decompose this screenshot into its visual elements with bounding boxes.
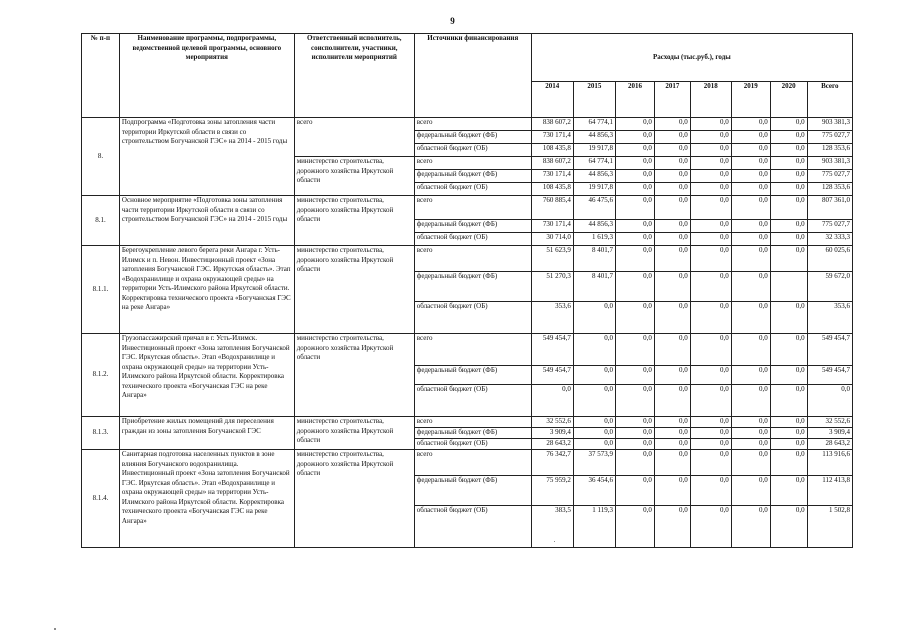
total-value: 128 353,6 [807,183,852,196]
year-value: 0,0 [770,417,807,428]
year-value: 0,0 [690,385,731,417]
year-value: 0,0 [615,196,654,220]
year-value: 0,0 [654,439,690,450]
year-value: 28 643,2 [531,439,573,450]
year-value: 0,0 [770,506,807,548]
year-value: 0,0 [573,385,615,417]
year-value: 0,0 [615,144,654,157]
total-value: 3 909,4 [807,428,852,439]
year-value: 0,0 [690,144,731,157]
year-value: 0,0 [654,246,690,272]
year-value: 0,0 [615,428,654,439]
year-value: 0,0 [770,366,807,385]
year-value: 0,0 [690,170,731,183]
year-value: 36 454,6 [573,476,615,506]
year-value: 0,0 [690,428,731,439]
total-value: 128 353,6 [807,144,852,157]
year-value: 0,0 [770,439,807,450]
year-value: 0,0 [690,302,731,334]
year-value: 76 342,7 [531,450,573,476]
year-value: 0,0 [770,450,807,476]
funding-source: всего [414,417,531,428]
funding-source: всего [414,334,531,366]
year-value: 0,0 [731,196,770,220]
table-row [82,246,853,272]
year-value: 0,0 [654,272,690,302]
total-value: 60 025,6 [807,246,852,272]
total-value: 59 672,0 [807,272,852,302]
responsible-executor: министерство строительства, дорожного хозяйства Иркутской области [294,450,414,548]
year-value: 108 435,8 [531,183,573,196]
header-year: 2018 [690,82,731,118]
year-value: 549 454,7 [531,366,573,385]
year-value: 0,0 [770,118,807,131]
header-funding-source: Источники финансирования [414,34,531,118]
total-value: 112 413,8 [807,476,852,506]
table-row [82,118,853,131]
program-name: Приобретение жилых помещений для переселения граждан из зоны затопления Богучанской ГЭС [119,417,294,450]
total-value: 807 361,0 [807,196,852,220]
program-name: Грузопассажирский причал в г. Усть-Илимск. Инвестиционный проект «Зона затопления Богучанской ГЭС. Иркутская область». Этап «Водохранилище и охрана окружающей среды» на территории Усть-Илимского района Иркутской области. Корректировка технического проекта «Богучанская ГЭС на реке Ангара» [119,334,294,417]
funding-source: федеральный бюджет (ФБ) [414,170,531,183]
header-responsible: Ответственный исполнитель, соисполнители, участники, исполнители мероприятий [294,34,414,118]
funding-source: всего [414,196,531,220]
scan-speck [554,541,555,542]
year-value: 8 401,7 [573,272,615,302]
year-value: 0,0 [654,450,690,476]
row-number: 8.1.3. [82,417,120,450]
year-value: 0,0 [531,385,573,417]
total-value: 775 027,7 [807,220,852,233]
page-number: 9 [450,16,455,26]
funding-source: федеральный бюджет (ФБ) [414,366,531,385]
year-value: 760 885,4 [531,196,573,220]
program-name: Подпрограмма «Подготовка зоны затопления части территории Иркутской области в связи со строительством Богучанской ГЭС» на 2014 - 2015 годы [119,118,294,196]
year-value: 0,0 [654,428,690,439]
header-year: 2014 [531,82,573,118]
year-value: 0,0 [690,183,731,196]
funding-source: федеральный бюджет (ФБ) [414,272,531,302]
funding-source: федеральный бюджет (ФБ) [414,131,531,144]
year-value: 0,0 [690,220,731,233]
year-value: 64 774,1 [573,118,615,131]
year-value: 0,0 [615,385,654,417]
year-value: 730 171,4 [531,131,573,144]
total-value: 549 454,7 [807,366,852,385]
program-name: Берегоукрепление левого берега реки Ангара г. Усть-Илимск и п. Невон. Инвестиционный проект «Зона затопления Богучанской ГЭС. Иркутская область». Этап «Водохранилище и охрана окружающей среды» на территории Усть-Илимского района Иркутской области. Корректировка технического проекта «Богучанская ГЭС на реке Ангара» [119,246,294,334]
funding-source: областной бюджет (ОБ) [414,233,531,246]
year-value: 3 909,4 [531,428,573,439]
total-value: 1 502,8 [807,506,852,548]
year-value: 0,0 [615,366,654,385]
year-value: 0,0 [615,302,654,334]
year-value: 0,0 [731,439,770,450]
year-value: 0,0 [690,476,731,506]
funding-source: всего [414,157,531,170]
year-value: 0,0 [731,170,770,183]
scan-speck [54,628,56,630]
year-value: 1 619,3 [573,233,615,246]
responsible-executor: всего [294,118,414,157]
year-value: 0,0 [770,233,807,246]
row-number: 8.1. [82,196,120,246]
table-row [82,417,853,428]
year-value: 0,0 [573,428,615,439]
year-value: 0,0 [731,246,770,272]
header-name: Наименование программы, подпрограммы, ведомственной целевой программы, основного мероприятия [119,34,294,118]
year-value: 0,0 [573,417,615,428]
year-value: 0,0 [731,220,770,233]
year-value: 0,0 [654,144,690,157]
funding-source: федеральный бюджет (ФБ) [414,428,531,439]
header-year: 2015 [573,82,615,118]
funding-source: федеральный бюджет (ФБ) [414,476,531,506]
year-value: 0,0 [731,183,770,196]
total-value: 903 381,3 [807,157,852,170]
year-value: 0,0 [770,220,807,233]
year-value: 0,0 [654,366,690,385]
total-value: 0,0 [807,385,852,417]
year-value: 0,0 [770,476,807,506]
funding-source: областной бюджет (ОБ) [414,506,531,548]
total-value: 353,6 [807,302,852,334]
funding-source: областной бюджет (ОБ) [414,183,531,196]
year-value: 0,0 [690,246,731,272]
responsible-executor: министерство строительства, дорожного хозяйства Иркутской области [294,334,414,417]
year-value: 0,0 [731,144,770,157]
year-value: 0,0 [690,366,731,385]
year-value: 46 475,6 [573,196,615,220]
year-value: 0,0 [690,417,731,428]
year-value: 1 119,3 [573,506,615,548]
year-value: 0,0 [770,428,807,439]
header-year: 2017 [654,82,690,118]
year-value: 0,0 [690,334,731,366]
year-value: 353,6 [531,302,573,334]
year-value: 0,0 [615,246,654,272]
total-value: 775 027,7 [807,131,852,144]
year-value: 0,0 [654,417,690,428]
header-year: 2019 [731,82,770,118]
year-value: 0,0 [770,334,807,366]
year-value: 0,0 [654,170,690,183]
budget-table [81,33,853,548]
row-number: 8.1.2. [82,334,120,417]
year-value: 0,0 [573,366,615,385]
table-row [82,196,853,220]
header-year: 2016 [615,82,654,118]
year-value: 37 573,9 [573,450,615,476]
year-value: 0,0 [770,170,807,183]
year-value: 0,0 [615,476,654,506]
funding-source: всего [414,450,531,476]
year-value: 0,0 [731,450,770,476]
year-value: 0,0 [731,506,770,548]
header-year: 2020 [770,82,807,118]
year-value: 0,0 [731,334,770,366]
year-value: 0,0 [615,118,654,131]
year-value: 0,0 [573,334,615,366]
year-value: 0,0 [615,131,654,144]
year-value: 19 917,8 [573,183,615,196]
year-value: 0,0 [731,272,770,302]
year-value: 0,0 [770,131,807,144]
responsible-executor: министерство строительства, дорожного хозяйства Иркутской области [294,417,414,450]
year-value: 32 552,6 [531,417,573,428]
year-value: 0,0 [654,196,690,220]
year-value: 549 454,7 [531,334,573,366]
year-value: 0,0 [654,183,690,196]
responsible-executor: министерство строительства, дорожного хозяйства Иркутской области [294,246,414,334]
year-value: 0,0 [654,302,690,334]
year-value: 0,0 [731,366,770,385]
year-value: 0,0 [690,157,731,170]
year-value: 0,0 [731,302,770,334]
year-value: 730 171,4 [531,220,573,233]
year-value: 0,0 [615,450,654,476]
header-expenses: Расходы (тыс.руб.), годы [531,34,852,82]
year-value: 0,0 [654,476,690,506]
year-value: 0,0 [615,272,654,302]
year-value: 44 856,3 [573,131,615,144]
total-value: 903 381,3 [807,118,852,131]
year-value: 730 171,4 [531,170,573,183]
year-value: 0,0 [770,196,807,220]
year-value: 0,0 [615,183,654,196]
year-value: 0,0 [690,272,731,302]
year-value: 30 714,0 [531,233,573,246]
year-value: 51 623,9 [531,246,573,272]
year-value: 0,0 [573,439,615,450]
year-value: 0,0 [690,131,731,144]
program-name: Основное мероприятие «Подготовка зоны затопления части территории Иркутской области в связи со строительством Богучанской ГЭС» на 2014 - 2015 годы [119,196,294,246]
year-value: 0,0 [615,157,654,170]
year-value: 0,0 [615,439,654,450]
funding-source: всего [414,246,531,272]
year-value: 51 270,3 [531,272,573,302]
year-value: 0,0 [731,476,770,506]
year-value: 75 959,2 [531,476,573,506]
table-row [82,450,853,476]
year-value: 0,0 [731,428,770,439]
year-value: 0,0 [654,131,690,144]
total-value: 32 333,3 [807,233,852,246]
header-number: № п-п [82,34,120,118]
year-value: 0,0 [654,506,690,548]
year-value: 0,0 [690,118,731,131]
year-value: 0,0 [654,385,690,417]
total-value: 549 454,7 [807,334,852,366]
year-value: 0,0 [654,220,690,233]
year-value: 0,0 [615,334,654,366]
year-value: 0,0 [770,144,807,157]
responsible-executor: министерство строительства, дорожного хозяйства Иркутской области [294,196,414,246]
year-value: 8 401,7 [573,246,615,272]
row-number: 8.1.4. [82,450,120,548]
table-row [82,334,853,366]
total-value: 28 643,2 [807,439,852,450]
funding-source: федеральный бюджет (ФБ) [414,220,531,233]
funding-source: областной бюджет (ОБ) [414,439,531,450]
year-value: 0,0 [615,220,654,233]
row-number: 8. [82,118,120,196]
year-value: 0,0 [731,157,770,170]
row-number: 8.1.1. [82,246,120,334]
year-value: 0,0 [731,385,770,417]
year-value: 0,0 [573,302,615,334]
year-value: 0,0 [615,506,654,548]
year-value: 0,0 [770,183,807,196]
program-name: Санитарная подготовка населенных пунктов в зоне влияния Богучанского водохранилища. Инвестиционный проект «Зона затопления Богучанской ГЭС. Иркутская область». Этап «Водохранилище и охрана окружающей среды» на территории Усть-Илимского района Иркутской области. Корректировка технического проекта «Богучанская ГЭС на реке Ангара» [119,450,294,548]
responsible-executor: министерство строительства, дорожного хозяйства Иркутской области [294,157,414,196]
total-value: 32 552,6 [807,417,852,428]
year-value [770,272,807,302]
total-value: 113 916,6 [807,450,852,476]
header-year-total: Всего [807,82,852,118]
year-value: 0,0 [654,157,690,170]
year-value: 19 917,8 [573,144,615,157]
year-value: 0,0 [690,450,731,476]
year-value: 44 856,3 [573,170,615,183]
year-value: 0,0 [731,118,770,131]
year-value: 0,0 [615,233,654,246]
year-value: 0,0 [770,385,807,417]
year-value: 108 435,8 [531,144,573,157]
year-value: 0,0 [731,417,770,428]
year-value: 44 856,3 [573,220,615,233]
year-value: 0,0 [654,118,690,131]
year-value: 0,0 [615,170,654,183]
year-value: 0,0 [770,246,807,272]
year-value: 64 774,1 [573,157,615,170]
year-value: 0,0 [690,439,731,450]
funding-source: областной бюджет (ОБ) [414,144,531,157]
year-value: 0,0 [690,196,731,220]
year-value: 0,0 [654,233,690,246]
funding-source: всего [414,118,531,131]
year-value: 0,0 [690,506,731,548]
total-value: 775 027,7 [807,170,852,183]
year-value: 0,0 [615,417,654,428]
funding-source: областной бюджет (ОБ) [414,302,531,334]
year-value: 838 607,2 [531,118,573,131]
year-value: 838 607,2 [531,157,573,170]
year-value: 383,5 [531,506,573,548]
year-value: 0,0 [654,334,690,366]
year-value: 0,0 [731,131,770,144]
year-value: 0,0 [731,233,770,246]
year-value: 0,0 [770,157,807,170]
year-value: 0,0 [690,233,731,246]
funding-source: областной бюджет (ОБ) [414,385,531,417]
year-value: 0,0 [770,302,807,334]
